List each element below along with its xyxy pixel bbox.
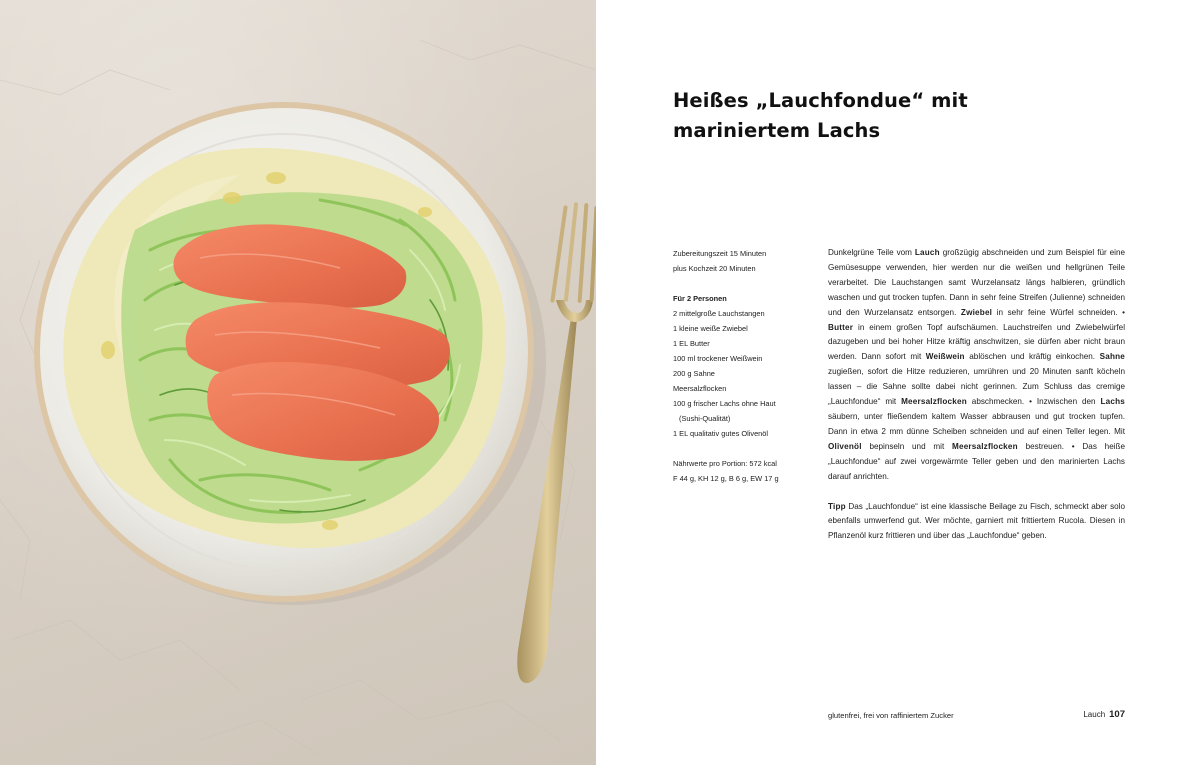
servings: Für 2 Personen <box>673 294 727 303</box>
recipe-instructions <box>828 246 1125 544</box>
ingredient-item: 100 ml trockener Weißwein <box>673 354 763 363</box>
recipe-page <box>596 0 1191 765</box>
ingredient-item: 2 mittelgroße Lauchstangen <box>673 309 765 318</box>
page-number: 107 <box>1109 709 1125 720</box>
ingredient-highlight: Butter <box>828 322 854 332</box>
diet-note: glutenfrei, frei von raffiniertem Zucker <box>828 711 954 720</box>
ingredient-item: (Sushi-Qualität) <box>679 414 731 423</box>
ingredient-highlight: Zwiebel <box>960 307 993 317</box>
instructions-paragraph: Dunkelgrüne Teile vom Lauch großzügig abschneiden und zum Beispiel für eine Gemüsesuppe verwenden, hier werden nur die weißen und hellgrünen Teile verarbeitet. Die Lauchstangen samt Wurzelansatz längs halbieren, gründlich waschen und gut trocken tupfen. Dann in sehr feine Streifen (Julienne) schneiden und den Wurzelansatz entsorgen. Zwiebel in sehr feine Würfel schneiden. • Butter in einem großen Topf aufschäumen. Lauchstreifen und Zwiebelwürfel dazugeben und bei hoher Hitze kräftig anschwitzen, sie dürfen aber nicht braun werden. Dann sofort mit Weißwein ablöschen und kräftig einkochen. Sahne zugießen, sofort die Hitze reduzieren, umrühren und 20 Minuten sanft köcheln lassen – die Sahne sollte dabei nicht gerinnen. Zum Schluss das cremige „Lauchfondue“ mit Meersalzflocken abschmecken. • Inzwischen den Lachs säubern, unter fließendem kaltem Wasser abbrausen und gut trocken tupfen. Dann in etwa 2 mm dünne Scheiben schneiden und auf einen Teller legen. Mit Olivenöl bepinseln und mit Meersalzflocken bestreuen. • Das heiße „Lauchfondue“ auf zwei vorgewärmte Teller geben und den marinierten Lachs darauf anrichten. <box>828 248 1125 481</box>
ingredients-list <box>673 306 803 441</box>
tip-text: Das „Lauchfondue“ ist eine klassische Beilage zu Fisch, schmeckt aber solo ebenfalls umwerfend gut. Wer möchte, garniert mit frittiertem Rucola. Diesen in Pflanzenöl kurz frittieren und über das „Lauchfondue“ geben. <box>828 501 1125 541</box>
ingredient-highlight: Sahne <box>1099 352 1125 362</box>
ingredient-highlight: Lauch <box>914 248 940 257</box>
section-name: Lauch <box>1083 710 1106 719</box>
ingredient-item: 1 EL Butter <box>673 339 710 348</box>
tip-paragraph <box>828 500 1125 545</box>
ingredient-item: 1 kleine weiße Zwiebel <box>673 324 748 333</box>
running-footer <box>1083 709 1125 720</box>
nutrition-macros: F 44 g, KH 12 g, B 6 g, EW 17 g <box>673 474 779 483</box>
ingredient-highlight: Meersalzflocken <box>952 441 1018 451</box>
ingredient-highlight: Weißwein <box>925 352 965 362</box>
recipe-title <box>673 86 1053 146</box>
ingredient-highlight: Meersalzflocken <box>901 397 967 407</box>
prep-time: Zubereitungszeit 15 Minuten <box>673 249 767 258</box>
ingredient-item: 200 g Sahne <box>673 369 715 378</box>
recipe-title-line: mariniertem Lachs <box>673 119 881 142</box>
ingredient-highlight: Olivenöl <box>828 441 862 451</box>
recipe-sidebar <box>673 246 803 486</box>
ingredient-highlight: Lachs <box>1100 397 1125 407</box>
ingredient-item: 1 EL qualitativ gutes Olivenöl <box>673 429 769 438</box>
recipe-title-line: Heißes „Lauchfondue“ mit <box>673 89 968 112</box>
nutrition-calories: Nährwerte pro Portion: 572 kcal <box>673 459 777 468</box>
ingredient-item: 100 g frischer Lachs ohne Haut <box>673 399 776 408</box>
tip-label: Tipp <box>828 501 846 511</box>
cook-time: plus Kochzeit 20 Minuten <box>673 264 756 273</box>
ingredient-item: Meersalzflocken <box>673 384 727 393</box>
